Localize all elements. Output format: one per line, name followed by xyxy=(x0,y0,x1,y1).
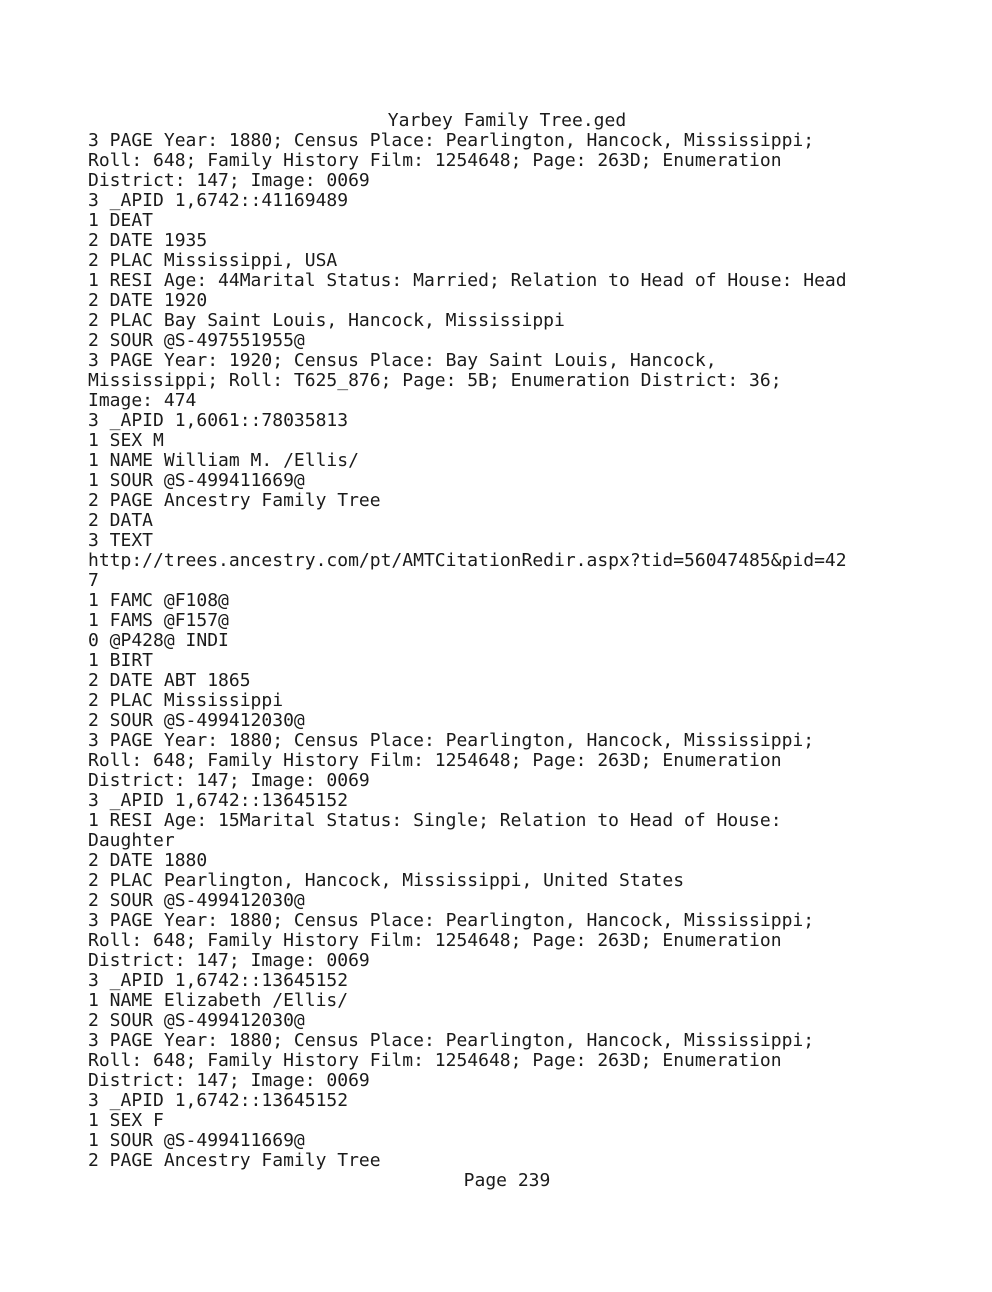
text-line: Daughter xyxy=(88,830,175,851)
text-line: District: 147; Image: 0069 xyxy=(88,950,370,971)
text-line: 2 PLAC Pearlington, Hancock, Mississippi, United States xyxy=(88,870,685,891)
text-line: 2 DATE 1920 xyxy=(88,290,208,311)
text-line: 1 DEAT xyxy=(88,210,154,231)
text-line: 1 SEX F xyxy=(88,1110,164,1131)
text-line: 2 DATE ABT 1865 xyxy=(88,670,251,691)
text-line: Mississippi; Roll: T625_876; Page: 5B; Enumeration District: 36; xyxy=(88,370,782,391)
text-line: 1 BIRT xyxy=(88,650,154,671)
text-line: 1 SOUR @S-499411669@ xyxy=(88,1130,305,1151)
text-line: 1 FAMC @F108@ xyxy=(88,590,229,611)
text-line: 2 PAGE Ancestry Family Tree xyxy=(88,490,381,511)
text-line: 1 FAMS @F157@ xyxy=(88,610,229,631)
text-line: 1 RESI Age: 44Marital Status: Married; Relation to Head of House: Head xyxy=(88,270,847,291)
text-line: 3 _APID 1,6742::13645152 xyxy=(88,1090,349,1111)
text-line: 2 SOUR @S-497551955@ xyxy=(88,330,305,351)
text-line: 0 @P428@ INDI xyxy=(88,630,229,651)
text-line: 2 SOUR @S-499412030@ xyxy=(88,890,305,911)
page-number: Page 239 xyxy=(463,1170,551,1191)
text-line: 1 SEX M xyxy=(88,430,164,451)
text-line: Roll: 648; Family History Film: 1254648; Page: 263D; Enumeration xyxy=(88,750,782,771)
text-line: District: 147; Image: 0069 xyxy=(88,170,370,191)
text-line: 3 _APID 1,6742::13645152 xyxy=(88,790,349,811)
text-line: 1 NAME Elizabeth /Ellis/ xyxy=(88,990,349,1011)
text-line: 2 SOUR @S-499412030@ xyxy=(88,710,305,731)
text-line: Image: 474 xyxy=(88,390,197,411)
text-line: http://trees.ancestry.com/pt/AMTCitationRedir.aspx?tid=56047485&pid=42 xyxy=(88,550,847,571)
gedcom-text-body xyxy=(88,131,968,1171)
text-line: 3 PAGE Year: 1920; Census Place: Bay Saint Louis, Hancock, xyxy=(88,350,717,371)
document-title: Yarbey Family Tree.ged xyxy=(387,110,627,131)
text-line: District: 147; Image: 0069 xyxy=(88,1070,370,1091)
text-line: 3 PAGE Year: 1880; Census Place: Pearlington, Hancock, Mississippi; xyxy=(88,910,815,931)
text-line: 2 SOUR @S-499412030@ xyxy=(88,1010,305,1031)
text-line: 3 _APID 1,6061::78035813 xyxy=(88,410,349,431)
text-line: 3 PAGE Year: 1880; Census Place: Pearlington, Hancock, Mississippi; xyxy=(88,130,815,151)
text-line: Roll: 648; Family History Film: 1254648; Page: 263D; Enumeration xyxy=(88,150,782,171)
text-line: 2 PLAC Bay Saint Louis, Hancock, Mississippi xyxy=(88,310,565,331)
text-line: 1 RESI Age: 15Marital Status: Single; Relation to Head of House: xyxy=(88,810,782,831)
text-line: 1 SOUR @S-499411669@ xyxy=(88,470,305,491)
text-line: 2 PAGE Ancestry Family Tree xyxy=(88,1150,381,1171)
text-line: 3 PAGE Year: 1880; Census Place: Pearlington, Hancock, Mississippi; xyxy=(88,730,815,751)
text-line: 2 PLAC Mississippi, USA xyxy=(88,250,338,271)
text-line: District: 147; Image: 0069 xyxy=(88,770,370,791)
text-line: Roll: 648; Family History Film: 1254648; Page: 263D; Enumeration xyxy=(88,1050,782,1071)
text-line: 2 PLAC Mississippi xyxy=(88,690,284,711)
text-line: 3 _APID 1,6742::13645152 xyxy=(88,970,349,991)
text-line: 2 DATE 1935 xyxy=(88,230,208,251)
text-line: 3 TEXT xyxy=(88,530,154,551)
text-line: 3 PAGE Year: 1880; Census Place: Pearlington, Hancock, Mississippi; xyxy=(88,1030,815,1051)
text-line: Roll: 648; Family History Film: 1254648; Page: 263D; Enumeration xyxy=(88,930,782,951)
text-line: 7 xyxy=(88,570,99,591)
text-line: 2 DATE 1880 xyxy=(88,850,208,871)
text-line: 2 DATA xyxy=(88,510,154,531)
text-line: 1 NAME William M. /Ellis/ xyxy=(88,450,359,471)
text-line: 3 _APID 1,6742::41169489 xyxy=(88,190,349,211)
